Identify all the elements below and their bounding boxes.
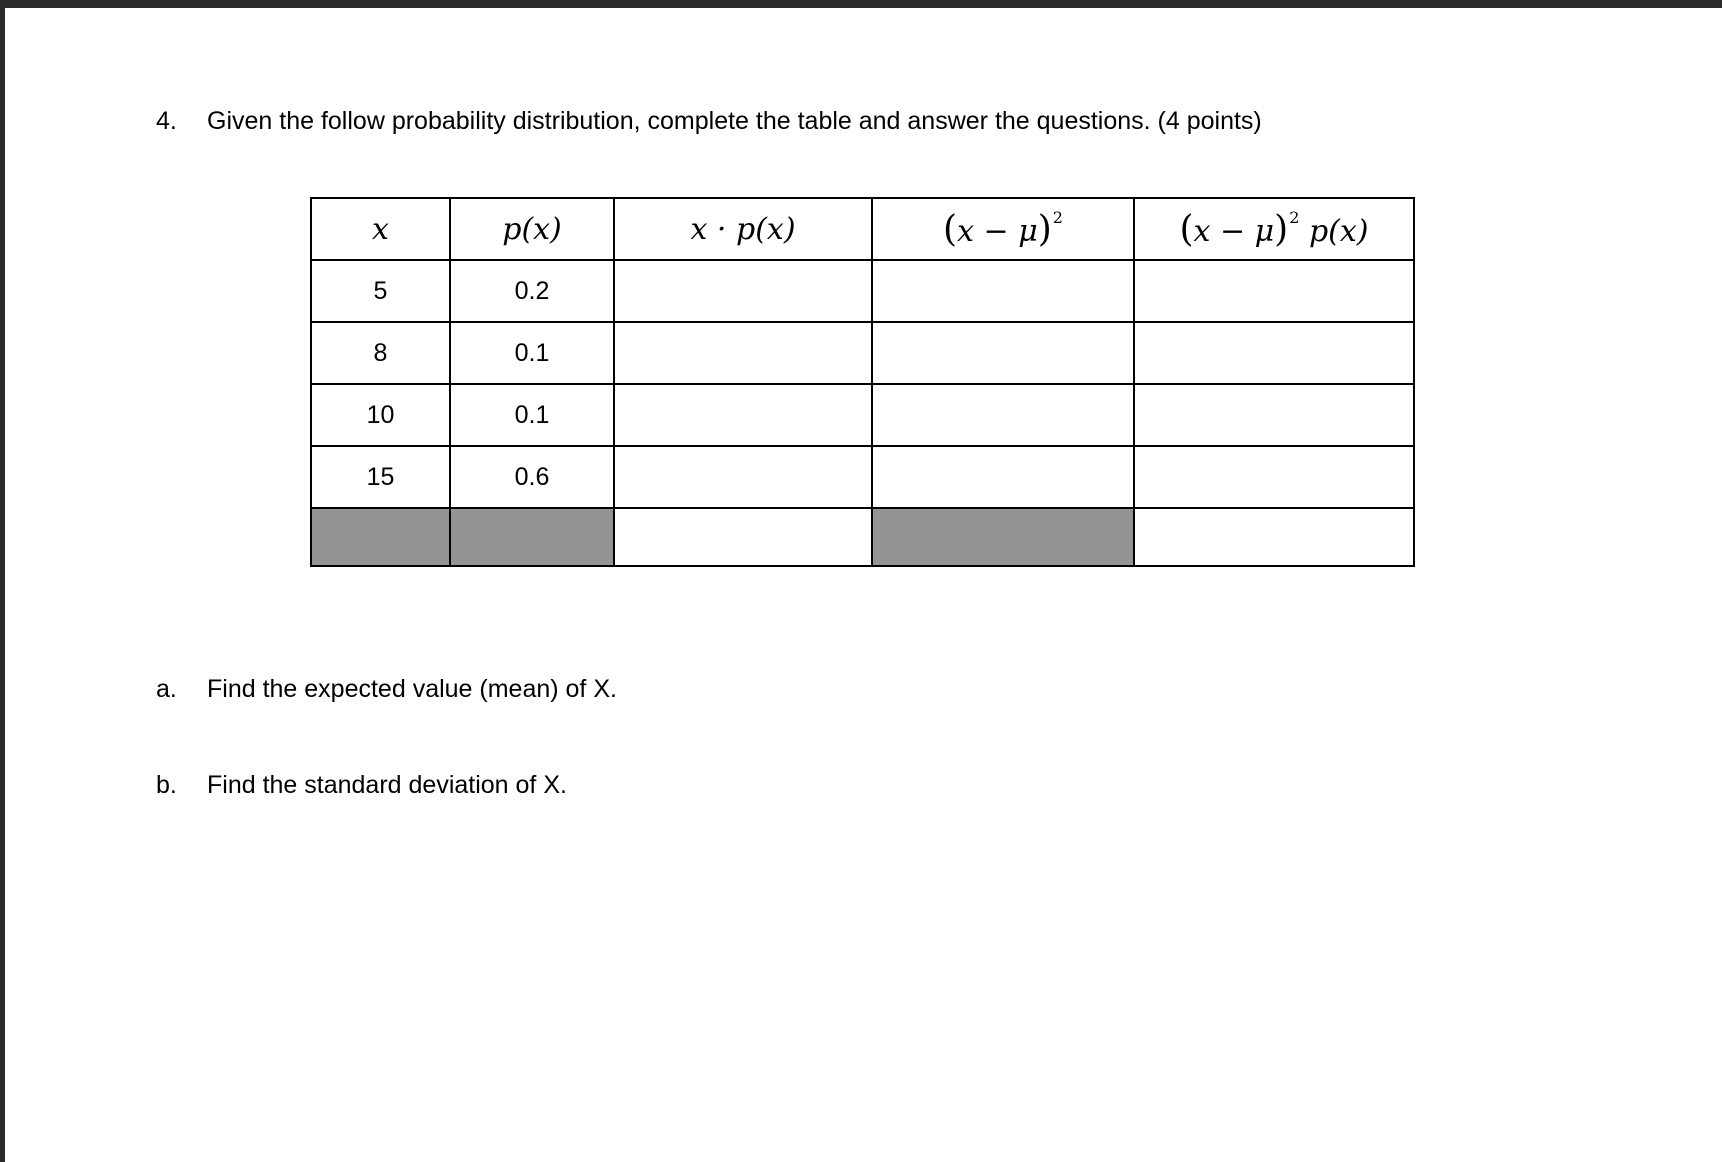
cell-weighted-squared-deviation[interactable] [1134,322,1414,384]
cell-weighted-squared-deviation[interactable] [1134,384,1414,446]
total-x-times-px-cell[interactable] [614,508,872,566]
cell-px: 0.6 [450,446,614,508]
cell-squared-deviation[interactable] [872,384,1134,446]
table-row [311,322,1414,384]
question-text: Given the follow probability distribution, complete the table and answer the questions. (4 points) [207,107,1262,135]
table-row [311,384,1414,446]
table-row [311,260,1414,322]
shaded-cell [450,508,614,566]
document-page [5,8,1722,1162]
table-total-row [311,508,1414,566]
question-number: 4. [156,107,177,135]
cell-squared-deviation[interactable] [872,260,1134,322]
table-row [311,446,1414,508]
cell-weighted-squared-deviation[interactable] [1134,260,1414,322]
header-weighted-squared-deviation: $(x - \mu)^2$ p(x) [1134,198,1414,260]
probability-distribution-table [310,197,1415,567]
total-weighted-squared-deviation-cell[interactable] [1134,508,1414,566]
header-x: x [311,198,450,260]
cell-x: 8 [311,322,450,384]
header-squared-deviation: $(x - \mu)^2$ [872,198,1134,260]
part-a-text: Find the expected value (mean) of X. [207,675,617,703]
shaded-cell [311,508,450,566]
cell-x-times-px[interactable] [614,446,872,508]
part-a-label: a. [156,675,177,703]
cell-px: 0.1 [450,384,614,446]
cell-weighted-squared-deviation[interactable] [1134,446,1414,508]
cell-x-times-px[interactable] [614,384,872,446]
part-b-text: Find the standard deviation of X. [207,771,567,799]
header-x-times-px: x · p(x) [614,198,872,260]
cell-x-times-px[interactable] [614,260,872,322]
cell-px: 0.2 [450,260,614,322]
part-b-label: b. [156,771,177,799]
header-px: p(x) [450,198,614,260]
cell-squared-deviation[interactable] [872,322,1134,384]
cell-squared-deviation[interactable] [872,446,1134,508]
shaded-cell [872,508,1134,566]
cell-px: 0.1 [450,322,614,384]
cell-x-times-px[interactable] [614,322,872,384]
cell-x: 10 [311,384,450,446]
cell-x: 5 [311,260,450,322]
table-header-row [311,198,1414,260]
cell-x: 15 [311,446,450,508]
